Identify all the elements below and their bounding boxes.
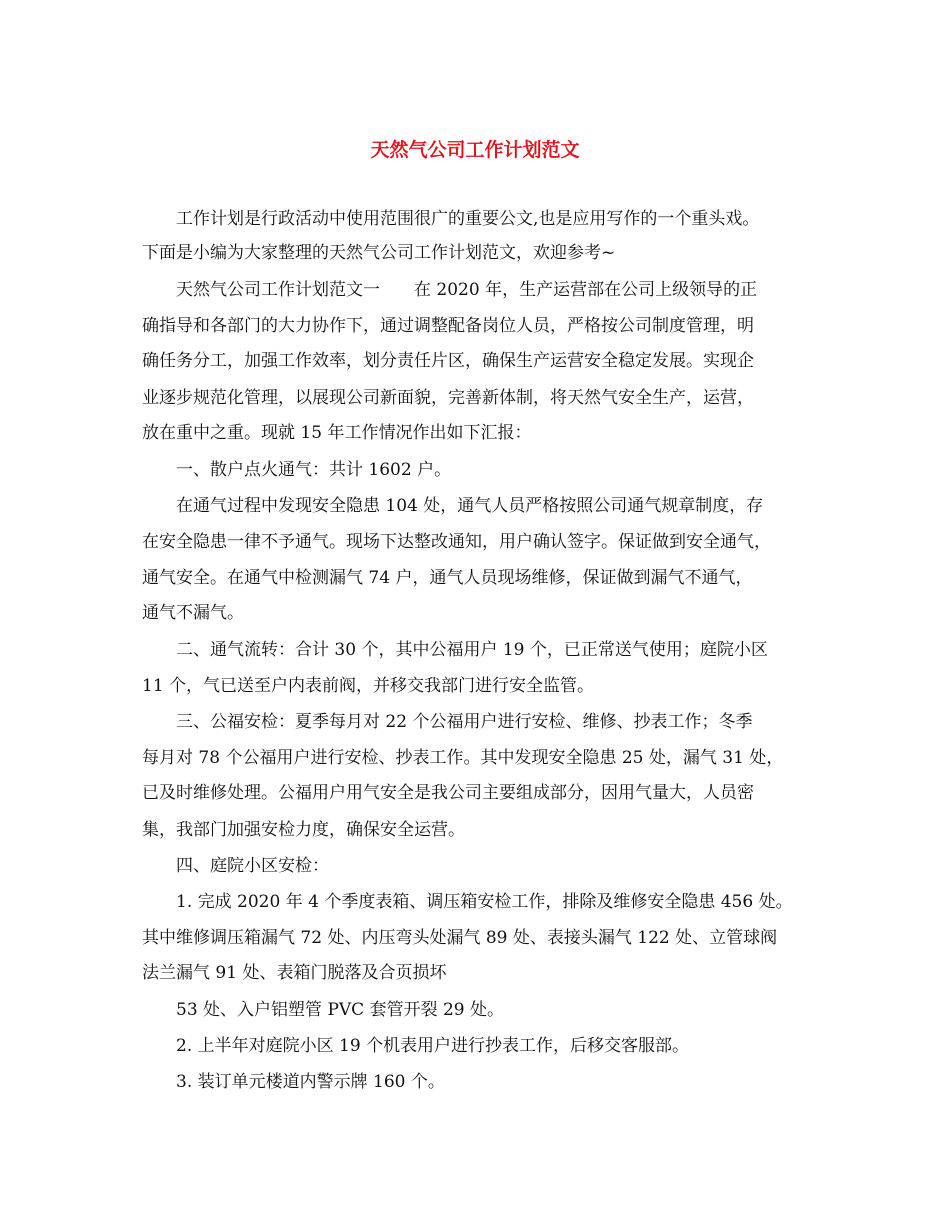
paragraph-line: 11 个，气已送至户内表前阀，并移交我部门进行安全监管。 — [142, 676, 595, 696]
paragraph-line: 工作计划是行政活动中使用范围很广的重要公文,也是应用写作的一个重头戏。 — [176, 209, 760, 229]
section-heading: 二、通气流转：合计 30 个，其中公福用户 19 个，已正常送气使用；庭院小区 — [176, 640, 768, 660]
paragraph-line: 在通气过程中发现安全隐患 104 处，通气人员严格按照公司通气规章制度，存 — [176, 496, 764, 516]
paragraph-line: 下面是小编为大家整理的天然气公司工作计划范文，欢迎参考~ — [142, 243, 616, 263]
paragraph-line: 已及时维修处理。公福用户用气安全是我公司主要组成部分，因用气量大，人员密 — [142, 783, 754, 803]
paragraph-line: 确指导和各部门的大力协作下，通过调整配备岗位人员，严格按公司制度管理，明 — [142, 316, 754, 336]
section-heading: 四、庭院小区安检： — [176, 856, 329, 876]
paragraph-line: 放在重中之重。现就 15 年工作情况作出如下汇报： — [142, 423, 532, 443]
section-heading: 一、散户点火通气：共计 1602 户。 — [176, 460, 452, 480]
paragraph-line: 集，我部门加强安检力度，确保安全运营。 — [142, 820, 465, 840]
paragraph-line: 法兰漏气 91 处、表箱门脱落及合页损坏 — [142, 963, 447, 983]
paragraph-line: 通气安全。在通气中检测漏气 74 户，通气人员现场维修，保证做到漏气不通气， — [142, 568, 753, 588]
paragraph-line: 每月对 78 个公福用户进行安检、抄表工作。其中发现安全隐患 25 处，漏气 31 处， — [142, 748, 784, 768]
paragraph-line: 其中维修调压箱漏气 72 处、内压弯头处漏气 89 处、表接头漏气 122 处、立管球阀 — [142, 928, 778, 948]
list-item: 1. 完成 2020 年 4 个季度表箱、调压箱安检工作，排除及维修安全隐患 456 处。 — [176, 892, 793, 912]
section-heading: 三、公福安检：夏季每月对 22 个公福用户进行安检、维修、抄表工作；冬季 — [176, 712, 753, 732]
list-item: 2. 上半年对庭院小区 19 个机表用户进行抄表工作，后移交客服部。 — [176, 1036, 690, 1056]
paragraph-line: 天然气公司工作计划范文一 在 2020 年，生产运营部在公司上级领导的正 — [176, 280, 758, 300]
paragraph-line: 业逐步规范化管理，以展现公司新面貌，完善新体制，将天然气安全生产，运营， — [142, 388, 754, 408]
paragraph-line: 在安全隐患一律不予通气。现场下达整改通知，用户确认签字。保证做到安全通气， — [142, 532, 771, 552]
paragraph-line: 确任务分工，加强工作效率，划分责任片区，确保生产运营安全稳定发展。实现企 — [142, 351, 754, 371]
list-item: 3. 装订单元楼道内警示牌 160 个。 — [176, 1072, 445, 1092]
document-title: 天然气公司工作计划范文 — [370, 139, 580, 161]
paragraph-line: 通气不漏气。 — [142, 603, 244, 623]
paragraph-line: 53 处、入户铝塑管 PVC 套管开裂 29 处。 — [176, 1000, 505, 1020]
